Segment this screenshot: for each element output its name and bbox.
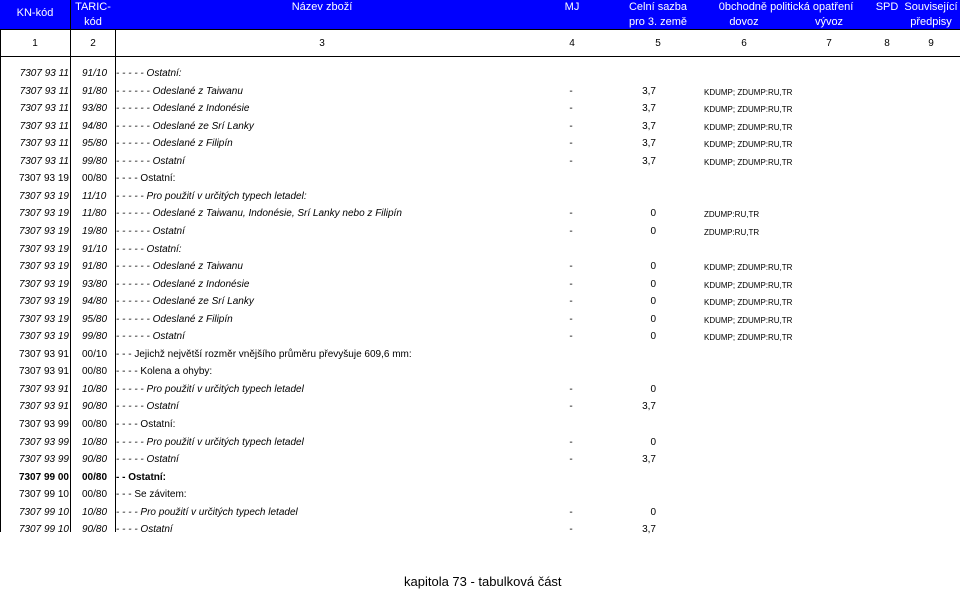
duty-rate-cell: 0 [650, 208, 656, 220]
unit-cell: - [569, 103, 573, 115]
taric-code-cell: 90/80 [82, 401, 108, 413]
goods-name-cell: - - - - - - Odeslané z Indonésie [116, 103, 250, 115]
unit-cell: - [569, 383, 573, 395]
unit-cell: - [569, 138, 573, 150]
table-row [0, 83, 960, 101]
goods-name-cell: - - - - - - Odeslané ze Srí Lanky [116, 296, 254, 308]
table-row [0, 153, 960, 171]
header-trade-measures: 0bchodně politická opatření [718, 1, 854, 13]
taric-code-cell: 00/10 [82, 348, 108, 360]
taric-code-cell: 93/80 [82, 103, 108, 115]
header-spd: SPD [875, 1, 899, 13]
column-number: 4 [569, 38, 575, 49]
unit-cell: - [569, 85, 573, 97]
import-measures-cell: KDUMP; ZDUMP:RU,TR [704, 122, 793, 132]
column-number: 5 [655, 38, 661, 49]
duty-rate-cell: 3,7 [642, 85, 656, 97]
goods-name-cell: - - - - Pro použití v určitých typech letadel [116, 506, 298, 518]
duty-rate-cell: 3,7 [642, 138, 656, 150]
goods-name-cell: - - - - - - Odeslané z Taiwanu [116, 85, 243, 97]
duty-rate-cell: 0 [650, 278, 656, 290]
header-kn-code: KN-kód [16, 7, 54, 19]
kn-code-cell: 7307 93 11 [19, 120, 69, 132]
column-number: 8 [884, 38, 890, 49]
table-row [0, 65, 960, 83]
goods-name-cell: - - - - - - Ostatní [116, 225, 185, 237]
unit-cell: - [569, 506, 573, 518]
taric-code-cell: 11/10 [82, 190, 107, 202]
table-row [0, 170, 960, 188]
taric-code-cell: 10/80 [82, 436, 108, 448]
goods-name-cell: - - - - - Ostatní: [116, 68, 182, 79]
duty-rate-cell: 3,7 [642, 103, 656, 115]
taric-code-cell: 00/80 [82, 471, 108, 483]
header-mj: MJ [564, 1, 580, 13]
kn-code-cell: 7307 93 91 [18, 383, 69, 395]
goods-name-cell: - - - - - Ostatní [116, 401, 179, 413]
duty-rate-cell: 3,7 [642, 524, 656, 536]
goods-name-cell: - - Ostatní: [116, 471, 166, 483]
taric-code-cell: 94/80 [82, 296, 108, 308]
kn-code-cell: 7307 93 91 [18, 348, 69, 360]
unit-cell: - [569, 524, 573, 536]
kn-code-cell: 7307 93 11 [19, 138, 69, 150]
kn-code-cell: 7307 93 11 [19, 103, 69, 115]
taric-code-cell: 10/80 [82, 383, 108, 395]
taric-code-cell: 99/80 [82, 331, 108, 343]
goods-name-cell: - - - - - Ostatní [116, 454, 179, 466]
table-row [0, 381, 960, 399]
duty-rate-cell: 0 [650, 331, 656, 343]
page-footer: kapitola 73 - tabulková část [404, 574, 562, 589]
table-row [0, 223, 960, 241]
taric-code-cell: 91/80 [82, 261, 108, 273]
kn-code-cell: 7307 99 10 [18, 489, 69, 501]
taric-code-cell: 19/80 [82, 225, 108, 237]
goods-name-cell: - - - - - - Odeslané z Taiwanu, Indonésie, Srí Lanky nebo z Filipín [116, 208, 402, 220]
goods-name-cell: - - - - - - Ostatní [116, 155, 185, 167]
taric-code-cell: 11/80 [82, 208, 107, 220]
taric-code-cell: 90/80 [82, 454, 108, 466]
import-measures-cell: KDUMP; ZDUMP:RU,TR [704, 157, 793, 167]
header-rate-2: pro 3. země [628, 16, 688, 28]
goods-name-cell: - - - - Kolena a ohyby: [116, 366, 213, 378]
goods-name-cell: - - - - - Pro použití v určitých typech letadel [116, 383, 304, 395]
unit-cell: - [569, 313, 573, 325]
header-related-1: Související [904, 1, 958, 13]
column-number: 3 [319, 38, 325, 49]
taric-code-cell: 91/80 [82, 85, 108, 97]
taric-code-cell: 99/80 [82, 155, 108, 167]
taric-code-cell: 90/80 [82, 524, 108, 536]
kn-code-cell: 7307 93 19 [18, 331, 69, 343]
kn-code-cell: 7307 93 19 [18, 313, 69, 325]
taric-code-cell: 00/80 [82, 366, 108, 378]
goods-name-cell: - - - - - - Odeslané z Taiwanu [116, 261, 243, 273]
kn-code-cell: 7307 93 19 [18, 173, 69, 185]
table-row [0, 276, 960, 294]
header-import: dovoz [729, 16, 759, 28]
unit-cell: - [569, 296, 573, 308]
kn-code-cell: 7307 93 91 [18, 366, 69, 378]
goods-name-cell: - - - - - - Odeslané ze Srí Lanky [116, 120, 254, 132]
table-row [0, 118, 960, 136]
goods-name-cell: - - - - Ostatní: [116, 419, 176, 430]
goods-name-cell: - - - Se závitem: [116, 489, 187, 501]
kn-code-cell: 7307 93 19 [18, 261, 69, 273]
kn-code-cell: 7307 99 00 [18, 471, 69, 483]
unit-cell: - [569, 401, 573, 413]
table-row [0, 504, 960, 522]
duty-rate-cell: 0 [650, 506, 656, 518]
kn-code-cell: 7307 93 99 [18, 419, 69, 430]
import-measures-cell: KDUMP; ZDUMP:RU,TR [704, 298, 793, 308]
kn-code-cell: 7307 93 91 [18, 401, 69, 413]
taric-code-cell: 95/80 [82, 313, 108, 325]
duty-rate-cell: 0 [650, 383, 656, 395]
unit-cell: - [569, 120, 573, 132]
taric-code-cell: 00/80 [82, 173, 108, 185]
kn-code-cell: 7307 93 11 [19, 85, 69, 97]
header-export: vývoz [814, 16, 844, 28]
table-row [0, 434, 960, 452]
header-taric-1: TARIC- [75, 1, 111, 13]
column-number: 9 [928, 38, 934, 49]
taric-code-cell: 91/10 [82, 68, 108, 79]
import-measures-cell: ZDUMP:RU,TR [704, 227, 760, 237]
kn-code-cell: 7307 93 99 [18, 454, 69, 466]
unit-cell: - [569, 208, 573, 220]
kn-code-cell: 7307 99 10 [18, 524, 69, 536]
goods-name-cell: - - - - Ostatní: [116, 173, 176, 185]
kn-code-cell: 7307 93 99 [18, 436, 69, 448]
import-measures-cell: ZDUMP:RU,TR [704, 210, 760, 220]
kn-code-cell: 7307 93 19 [18, 225, 69, 237]
table-row [0, 293, 960, 311]
goods-name-cell: - - - Jejichž největší rozměr vnějšího průměru převyšuje 609,6 mm: [116, 348, 412, 360]
goods-name-cell: - - - - - Pro použití v určitých typech letadel [116, 436, 304, 448]
table-row [0, 258, 960, 276]
duty-rate-cell: 0 [650, 436, 656, 448]
unit-cell: - [569, 436, 573, 448]
kn-code-cell: 7307 93 11 [19, 155, 69, 167]
kn-code-cell: 7307 93 19 [18, 243, 69, 255]
duty-rate-cell: 0 [650, 261, 656, 273]
import-measures-cell: KDUMP; ZDUMP:RU,TR [704, 333, 793, 343]
goods-name-cell: - - - - - - Odeslané z Indonésie [116, 278, 250, 290]
table-row [0, 486, 960, 504]
header-related-2: předpisy [910, 16, 952, 28]
taric-code-cell: 95/80 [82, 138, 108, 150]
table-row [0, 451, 960, 469]
duty-rate-cell: 3,7 [642, 120, 656, 132]
header-taric-2: kód [84, 16, 102, 28]
unit-cell: - [569, 225, 573, 237]
unit-cell: - [569, 278, 573, 290]
kn-code-cell: 7307 93 19 [18, 278, 69, 290]
duty-rate-cell: 3,7 [642, 155, 656, 167]
import-measures-cell: KDUMP; ZDUMP:RU,TR [704, 315, 793, 325]
table-row [0, 346, 960, 364]
divider [0, 29, 960, 30]
goods-name-cell: - - - - - Ostatní: [116, 243, 182, 255]
table-row [0, 521, 960, 539]
header-rate-1: Celní sazba [628, 1, 688, 13]
column-number: 7 [826, 38, 832, 49]
table-row [0, 205, 960, 223]
table-row [0, 469, 960, 487]
kn-code-cell: 7307 93 19 [18, 208, 69, 220]
table-header [0, 0, 960, 29]
table-row [0, 363, 960, 381]
table-row [0, 311, 960, 329]
unit-cell: - [569, 454, 573, 466]
column-number: 1 [32, 38, 38, 49]
goods-name-cell: - - - - Ostatní [116, 524, 173, 536]
goods-name-cell: - - - - - Pro použití v určitých typech letadel: [116, 190, 307, 202]
taric-code-cell: 93/80 [82, 278, 108, 290]
column-number: 2 [90, 38, 96, 49]
taric-code-cell: 91/10 [82, 243, 108, 255]
unit-cell: - [569, 261, 573, 273]
table-row [0, 416, 960, 434]
table-row [0, 188, 960, 206]
divider [0, 56, 960, 57]
kn-code-cell: 7307 93 11 [19, 68, 69, 79]
import-measures-cell: KDUMP; ZDUMP:RU,TR [704, 87, 793, 97]
table-row [0, 398, 960, 416]
goods-name-cell: - - - - - - Odeslané z Filipín [116, 138, 233, 150]
unit-cell: - [569, 331, 573, 343]
unit-cell: - [569, 155, 573, 167]
goods-name-cell: - - - - - - Odeslané z Filipín [116, 313, 233, 325]
taric-code-cell: 00/80 [82, 489, 108, 501]
duty-rate-cell: 3,7 [642, 401, 656, 413]
header-name: Název zboží [291, 1, 353, 13]
kn-code-cell: 7307 93 19 [18, 190, 69, 202]
duty-rate-cell: 0 [650, 313, 656, 325]
duty-rate-cell: 0 [650, 296, 656, 308]
duty-rate-cell: 3,7 [642, 454, 656, 466]
kn-code-cell: 7307 99 10 [18, 506, 69, 518]
goods-name-cell: - - - - - - Ostatní [116, 331, 185, 343]
import-measures-cell: KDUMP; ZDUMP:RU,TR [704, 263, 793, 273]
import-measures-cell: KDUMP; ZDUMP:RU,TR [704, 280, 793, 290]
table-row [0, 241, 960, 259]
column-number: 6 [741, 38, 747, 49]
kn-code-cell: 7307 93 19 [18, 296, 69, 308]
import-measures-cell: KDUMP; ZDUMP:RU,TR [704, 105, 793, 115]
table-row [0, 100, 960, 118]
taric-code-cell: 94/80 [82, 120, 108, 132]
duty-rate-cell: 0 [650, 225, 656, 237]
import-measures-cell: KDUMP; ZDUMP:RU,TR [704, 140, 793, 150]
taric-code-cell: 00/80 [82, 419, 108, 430]
table-row [0, 328, 960, 346]
taric-code-cell: 10/80 [82, 506, 108, 518]
table-row [0, 135, 960, 153]
